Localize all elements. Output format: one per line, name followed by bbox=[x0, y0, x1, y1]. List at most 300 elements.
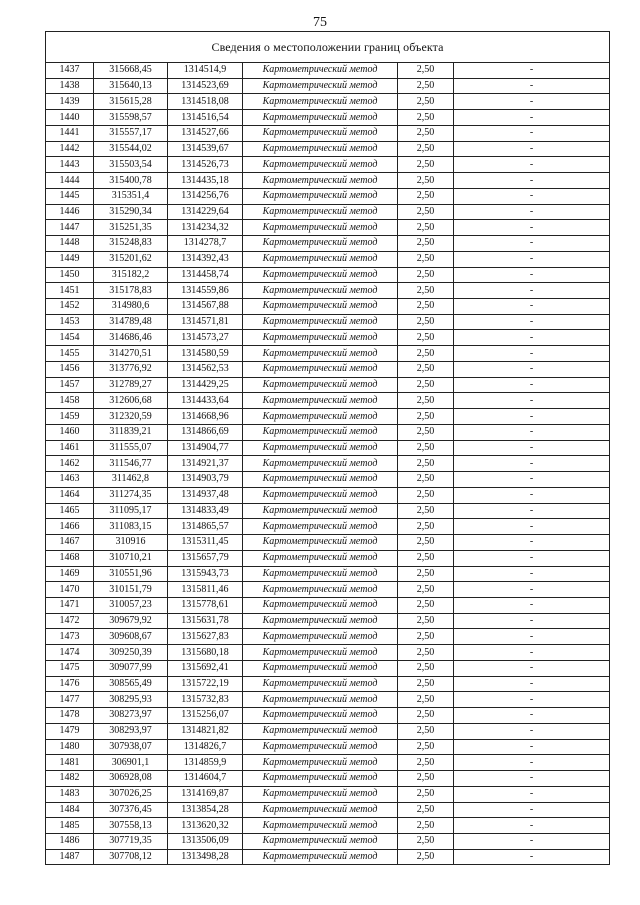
description-cell: - bbox=[454, 487, 610, 503]
table-row bbox=[46, 503, 610, 519]
point-number-cell: 1471 bbox=[46, 597, 94, 613]
x-coordinate-cell: 307376,45 bbox=[94, 802, 168, 818]
point-number-cell: 1475 bbox=[46, 660, 94, 676]
y-coordinate-cell: 1314539,67 bbox=[168, 141, 243, 157]
x-coordinate-cell: 307708,12 bbox=[94, 849, 168, 865]
x-coordinate-cell: 307026,25 bbox=[94, 786, 168, 802]
description-cell: - bbox=[454, 424, 610, 440]
table-row bbox=[46, 110, 610, 126]
x-coordinate-cell: 310151,79 bbox=[94, 582, 168, 598]
method-cell: Картометрический метод bbox=[243, 692, 398, 708]
x-coordinate-cell: 310916 bbox=[94, 535, 168, 551]
y-coordinate-cell: 1314865,57 bbox=[168, 519, 243, 535]
description-cell: - bbox=[454, 157, 610, 173]
x-coordinate-cell: 309679,92 bbox=[94, 613, 168, 629]
x-coordinate-cell: 314980,6 bbox=[94, 299, 168, 315]
method-cell: Картометрический метод bbox=[243, 818, 398, 834]
table-row bbox=[46, 409, 610, 425]
table-row bbox=[46, 440, 610, 456]
method-cell: Картометрический метод bbox=[243, 550, 398, 566]
description-cell: - bbox=[454, 582, 610, 598]
y-coordinate-cell: 1314392,43 bbox=[168, 251, 243, 267]
y-coordinate-cell: 1314580,59 bbox=[168, 346, 243, 362]
x-coordinate-cell: 315668,45 bbox=[94, 63, 168, 79]
method-cell: Картометрический метод bbox=[243, 110, 398, 126]
x-coordinate-cell: 311274,35 bbox=[94, 487, 168, 503]
table-row bbox=[46, 786, 610, 802]
table-row bbox=[46, 188, 610, 204]
accuracy-cell: 2,50 bbox=[398, 346, 454, 362]
x-coordinate-cell: 315248,83 bbox=[94, 236, 168, 252]
table-row bbox=[46, 849, 610, 865]
point-number-cell: 1468 bbox=[46, 550, 94, 566]
method-cell: Картометрический метод bbox=[243, 409, 398, 425]
x-coordinate-cell: 309077,99 bbox=[94, 660, 168, 676]
table-row bbox=[46, 251, 610, 267]
point-number-cell: 1485 bbox=[46, 818, 94, 834]
accuracy-cell: 2,50 bbox=[398, 377, 454, 393]
x-coordinate-cell: 307558,13 bbox=[94, 818, 168, 834]
description-cell: - bbox=[454, 771, 610, 787]
description-cell: - bbox=[454, 110, 610, 126]
point-number-cell: 1476 bbox=[46, 676, 94, 692]
point-number-cell: 1452 bbox=[46, 299, 94, 315]
table-row bbox=[46, 393, 610, 409]
method-cell: Картометрический метод bbox=[243, 283, 398, 299]
method-cell: Картометрический метод bbox=[243, 220, 398, 236]
y-coordinate-cell: 1314433,64 bbox=[168, 393, 243, 409]
table-row bbox=[46, 346, 610, 362]
accuracy-cell: 2,50 bbox=[398, 440, 454, 456]
point-number-cell: 1446 bbox=[46, 204, 94, 220]
accuracy-cell: 2,50 bbox=[398, 472, 454, 488]
table-row bbox=[46, 283, 610, 299]
method-cell: Картометрический метод bbox=[243, 487, 398, 503]
table-row bbox=[46, 204, 610, 220]
point-number-cell: 1437 bbox=[46, 63, 94, 79]
table-row bbox=[46, 739, 610, 755]
description-cell: - bbox=[454, 204, 610, 220]
accuracy-cell: 2,50 bbox=[398, 723, 454, 739]
table-row bbox=[46, 299, 610, 315]
method-cell: Картометрический метод bbox=[243, 597, 398, 613]
table-row bbox=[46, 645, 610, 661]
point-number-cell: 1438 bbox=[46, 78, 94, 94]
x-coordinate-cell: 309608,67 bbox=[94, 629, 168, 645]
point-number-cell: 1460 bbox=[46, 424, 94, 440]
y-coordinate-cell: 1314937,48 bbox=[168, 487, 243, 503]
point-number-cell: 1442 bbox=[46, 141, 94, 157]
x-coordinate-cell: 308293,97 bbox=[94, 723, 168, 739]
method-cell: Картометрический метод bbox=[243, 629, 398, 645]
point-number-cell: 1455 bbox=[46, 346, 94, 362]
method-cell: Картометрический метод bbox=[243, 503, 398, 519]
x-coordinate-cell: 314270,51 bbox=[94, 346, 168, 362]
table-row bbox=[46, 629, 610, 645]
accuracy-cell: 2,50 bbox=[398, 188, 454, 204]
description-cell: - bbox=[454, 220, 610, 236]
description-cell: - bbox=[454, 173, 610, 189]
point-number-cell: 1463 bbox=[46, 472, 94, 488]
table-row bbox=[46, 157, 610, 173]
description-cell: - bbox=[454, 645, 610, 661]
x-coordinate-cell: 315544,02 bbox=[94, 141, 168, 157]
description-cell: - bbox=[454, 566, 610, 582]
table-row bbox=[46, 708, 610, 724]
y-coordinate-cell: 1314526,73 bbox=[168, 157, 243, 173]
method-cell: Картометрический метод bbox=[243, 708, 398, 724]
description-cell: - bbox=[454, 723, 610, 739]
method-cell: Картометрический метод bbox=[243, 613, 398, 629]
table-row bbox=[46, 314, 610, 330]
accuracy-cell: 2,50 bbox=[398, 645, 454, 661]
description-cell: - bbox=[454, 236, 610, 252]
accuracy-cell: 2,50 bbox=[398, 503, 454, 519]
table-row bbox=[46, 535, 610, 551]
description-cell: - bbox=[454, 188, 610, 204]
y-coordinate-cell: 1314833,49 bbox=[168, 503, 243, 519]
y-coordinate-cell: 1315722,19 bbox=[168, 676, 243, 692]
method-cell: Картометрический метод bbox=[243, 771, 398, 787]
table-row bbox=[46, 566, 610, 582]
accuracy-cell: 2,50 bbox=[398, 802, 454, 818]
accuracy-cell: 2,50 bbox=[398, 739, 454, 755]
y-coordinate-cell: 1315732,83 bbox=[168, 692, 243, 708]
y-coordinate-cell: 1314458,74 bbox=[168, 267, 243, 283]
method-cell: Картометрический метод bbox=[243, 472, 398, 488]
method-cell: Картометрический метод bbox=[243, 660, 398, 676]
table-row bbox=[46, 173, 610, 189]
accuracy-cell: 2,50 bbox=[398, 63, 454, 79]
x-coordinate-cell: 315201,62 bbox=[94, 251, 168, 267]
method-cell: Картометрический метод bbox=[243, 314, 398, 330]
x-coordinate-cell: 315503,54 bbox=[94, 157, 168, 173]
y-coordinate-cell: 1315811,46 bbox=[168, 582, 243, 598]
accuracy-cell: 2,50 bbox=[398, 629, 454, 645]
table-title: Сведения о местоположении границ объекта bbox=[46, 32, 610, 63]
table-row bbox=[46, 582, 610, 598]
x-coordinate-cell: 306928,08 bbox=[94, 771, 168, 787]
point-number-cell: 1462 bbox=[46, 456, 94, 472]
point-number-cell: 1439 bbox=[46, 94, 94, 110]
method-cell: Картометрический метод bbox=[243, 645, 398, 661]
table-row bbox=[46, 487, 610, 503]
table-row bbox=[46, 755, 610, 771]
y-coordinate-cell: 1315657,79 bbox=[168, 550, 243, 566]
table-row bbox=[46, 220, 610, 236]
accuracy-cell: 2,50 bbox=[398, 409, 454, 425]
method-cell: Картометрический метод bbox=[243, 456, 398, 472]
description-cell: - bbox=[454, 267, 610, 283]
x-coordinate-cell: 311839,21 bbox=[94, 424, 168, 440]
y-coordinate-cell: 1314435,18 bbox=[168, 173, 243, 189]
point-number-cell: 1447 bbox=[46, 220, 94, 236]
y-coordinate-cell: 1314668,96 bbox=[168, 409, 243, 425]
accuracy-cell: 2,50 bbox=[398, 204, 454, 220]
y-coordinate-cell: 1315692,41 bbox=[168, 660, 243, 676]
y-coordinate-cell: 1314523,69 bbox=[168, 78, 243, 94]
table-row bbox=[46, 802, 610, 818]
y-coordinate-cell: 1315778,61 bbox=[168, 597, 243, 613]
x-coordinate-cell: 315640,13 bbox=[94, 78, 168, 94]
y-coordinate-cell: 1314518,08 bbox=[168, 94, 243, 110]
accuracy-cell: 2,50 bbox=[398, 236, 454, 252]
y-coordinate-cell: 1313506,09 bbox=[168, 833, 243, 849]
method-cell: Картометрический метод bbox=[243, 582, 398, 598]
x-coordinate-cell: 314789,48 bbox=[94, 314, 168, 330]
accuracy-cell: 2,50 bbox=[398, 94, 454, 110]
accuracy-cell: 2,50 bbox=[398, 251, 454, 267]
x-coordinate-cell: 310710,21 bbox=[94, 550, 168, 566]
accuracy-cell: 2,50 bbox=[398, 550, 454, 566]
table-row bbox=[46, 267, 610, 283]
point-number-cell: 1466 bbox=[46, 519, 94, 535]
description-cell: - bbox=[454, 314, 610, 330]
y-coordinate-cell: 1314866,69 bbox=[168, 424, 243, 440]
description-cell: - bbox=[454, 597, 610, 613]
boundary-coordinates-table bbox=[45, 31, 610, 865]
x-coordinate-cell: 312320,59 bbox=[94, 409, 168, 425]
table-row bbox=[46, 723, 610, 739]
x-coordinate-cell: 308565,49 bbox=[94, 676, 168, 692]
y-coordinate-cell: 1314429,25 bbox=[168, 377, 243, 393]
accuracy-cell: 2,50 bbox=[398, 424, 454, 440]
point-number-cell: 1467 bbox=[46, 535, 94, 551]
description-cell: - bbox=[454, 786, 610, 802]
y-coordinate-cell: 1314562,53 bbox=[168, 361, 243, 377]
method-cell: Картометрический метод bbox=[243, 204, 398, 220]
point-number-cell: 1464 bbox=[46, 487, 94, 503]
method-cell: Картометрический метод bbox=[243, 833, 398, 849]
accuracy-cell: 2,50 bbox=[398, 597, 454, 613]
y-coordinate-cell: 1314234,32 bbox=[168, 220, 243, 236]
y-coordinate-cell: 1314516,54 bbox=[168, 110, 243, 126]
description-cell: - bbox=[454, 833, 610, 849]
point-number-cell: 1456 bbox=[46, 361, 94, 377]
y-coordinate-cell: 1314256,76 bbox=[168, 188, 243, 204]
y-coordinate-cell: 1314567,88 bbox=[168, 299, 243, 315]
accuracy-cell: 2,50 bbox=[398, 314, 454, 330]
accuracy-cell: 2,50 bbox=[398, 519, 454, 535]
table-row bbox=[46, 550, 610, 566]
method-cell: Картометрический метод bbox=[243, 739, 398, 755]
description-cell: - bbox=[454, 755, 610, 771]
point-number-cell: 1445 bbox=[46, 188, 94, 204]
method-cell: Картометрический метод bbox=[243, 755, 398, 771]
x-coordinate-cell: 309250,39 bbox=[94, 645, 168, 661]
method-cell: Картометрический метод bbox=[243, 849, 398, 865]
method-cell: Картометрический метод bbox=[243, 251, 398, 267]
accuracy-cell: 2,50 bbox=[398, 676, 454, 692]
x-coordinate-cell: 311546,77 bbox=[94, 456, 168, 472]
x-coordinate-cell: 310551,96 bbox=[94, 566, 168, 582]
accuracy-cell: 2,50 bbox=[398, 157, 454, 173]
accuracy-cell: 2,50 bbox=[398, 78, 454, 94]
table-row bbox=[46, 63, 610, 79]
x-coordinate-cell: 312606,68 bbox=[94, 393, 168, 409]
point-number-cell: 1461 bbox=[46, 440, 94, 456]
point-number-cell: 1449 bbox=[46, 251, 94, 267]
page-number: 75 bbox=[313, 15, 327, 30]
table-row bbox=[46, 377, 610, 393]
y-coordinate-cell: 1314527,66 bbox=[168, 125, 243, 141]
method-cell: Картометрический метод bbox=[243, 125, 398, 141]
x-coordinate-cell: 315178,83 bbox=[94, 283, 168, 299]
table-title-row bbox=[46, 32, 610, 63]
method-cell: Картометрический метод bbox=[243, 519, 398, 535]
point-number-cell: 1448 bbox=[46, 236, 94, 252]
y-coordinate-cell: 1314859,9 bbox=[168, 755, 243, 771]
accuracy-cell: 2,50 bbox=[398, 173, 454, 189]
y-coordinate-cell: 1314278,7 bbox=[168, 236, 243, 252]
x-coordinate-cell: 308273,97 bbox=[94, 708, 168, 724]
accuracy-cell: 2,50 bbox=[398, 771, 454, 787]
description-cell: - bbox=[454, 94, 610, 110]
method-cell: Картометрический метод bbox=[243, 346, 398, 362]
accuracy-cell: 2,50 bbox=[398, 535, 454, 551]
table-row bbox=[46, 597, 610, 613]
method-cell: Картометрический метод bbox=[243, 566, 398, 582]
x-coordinate-cell: 315615,28 bbox=[94, 94, 168, 110]
point-number-cell: 1483 bbox=[46, 786, 94, 802]
table-row bbox=[46, 771, 610, 787]
point-number-cell: 1457 bbox=[46, 377, 94, 393]
method-cell: Картометрический метод bbox=[243, 267, 398, 283]
table-row bbox=[46, 424, 610, 440]
point-number-cell: 1478 bbox=[46, 708, 94, 724]
description-cell: - bbox=[454, 409, 610, 425]
point-number-cell: 1481 bbox=[46, 755, 94, 771]
description-cell: - bbox=[454, 440, 610, 456]
table-row bbox=[46, 456, 610, 472]
table-row bbox=[46, 125, 610, 141]
description-cell: - bbox=[454, 361, 610, 377]
table-row bbox=[46, 141, 610, 157]
description-cell: - bbox=[454, 346, 610, 362]
accuracy-cell: 2,50 bbox=[398, 786, 454, 802]
table-row bbox=[46, 692, 610, 708]
description-cell: - bbox=[454, 550, 610, 566]
method-cell: Картометрический метод bbox=[243, 676, 398, 692]
table-row bbox=[46, 676, 610, 692]
method-cell: Картометрический метод bbox=[243, 424, 398, 440]
method-cell: Картометрический метод bbox=[243, 299, 398, 315]
y-coordinate-cell: 1314921,37 bbox=[168, 456, 243, 472]
description-cell: - bbox=[454, 818, 610, 834]
point-number-cell: 1470 bbox=[46, 582, 94, 598]
accuracy-cell: 2,50 bbox=[398, 393, 454, 409]
point-number-cell: 1450 bbox=[46, 267, 94, 283]
point-number-cell: 1487 bbox=[46, 849, 94, 865]
point-number-cell: 1458 bbox=[46, 393, 94, 409]
point-number-cell: 1451 bbox=[46, 283, 94, 299]
accuracy-cell: 2,50 bbox=[398, 267, 454, 283]
x-coordinate-cell: 314686,46 bbox=[94, 330, 168, 346]
point-number-cell: 1486 bbox=[46, 833, 94, 849]
point-number-cell: 1440 bbox=[46, 110, 94, 126]
accuracy-cell: 2,50 bbox=[398, 487, 454, 503]
y-coordinate-cell: 1314229,64 bbox=[168, 204, 243, 220]
method-cell: Картометрический метод bbox=[243, 330, 398, 346]
x-coordinate-cell: 315400,78 bbox=[94, 173, 168, 189]
method-cell: Картометрический метод bbox=[243, 802, 398, 818]
method-cell: Картометрический метод bbox=[243, 157, 398, 173]
y-coordinate-cell: 1314559,86 bbox=[168, 283, 243, 299]
description-cell: - bbox=[454, 692, 610, 708]
x-coordinate-cell: 312789,27 bbox=[94, 377, 168, 393]
description-cell: - bbox=[454, 535, 610, 551]
y-coordinate-cell: 1315256,07 bbox=[168, 708, 243, 724]
accuracy-cell: 2,50 bbox=[398, 283, 454, 299]
point-number-cell: 1482 bbox=[46, 771, 94, 787]
x-coordinate-cell: 315182,2 bbox=[94, 267, 168, 283]
y-coordinate-cell: 1315943,73 bbox=[168, 566, 243, 582]
accuracy-cell: 2,50 bbox=[398, 361, 454, 377]
x-coordinate-cell: 307719,35 bbox=[94, 833, 168, 849]
description-cell: - bbox=[454, 849, 610, 865]
method-cell: Картометрический метод bbox=[243, 723, 398, 739]
method-cell: Картометрический метод bbox=[243, 236, 398, 252]
accuracy-cell: 2,50 bbox=[398, 708, 454, 724]
point-number-cell: 1453 bbox=[46, 314, 94, 330]
accuracy-cell: 2,50 bbox=[398, 456, 454, 472]
y-coordinate-cell: 1314169,87 bbox=[168, 786, 243, 802]
accuracy-cell: 2,50 bbox=[398, 692, 454, 708]
table-row bbox=[46, 78, 610, 94]
point-number-cell: 1469 bbox=[46, 566, 94, 582]
x-coordinate-cell: 315598,57 bbox=[94, 110, 168, 126]
accuracy-cell: 2,50 bbox=[398, 582, 454, 598]
y-coordinate-cell: 1314571,81 bbox=[168, 314, 243, 330]
accuracy-cell: 2,50 bbox=[398, 330, 454, 346]
description-cell: - bbox=[454, 78, 610, 94]
accuracy-cell: 2,50 bbox=[398, 849, 454, 865]
table-row bbox=[46, 361, 610, 377]
x-coordinate-cell: 313776,92 bbox=[94, 361, 168, 377]
description-cell: - bbox=[454, 63, 610, 79]
method-cell: Картометрический метод bbox=[243, 63, 398, 79]
description-cell: - bbox=[454, 377, 610, 393]
description-cell: - bbox=[454, 708, 610, 724]
y-coordinate-cell: 1313620,32 bbox=[168, 818, 243, 834]
table-row bbox=[46, 660, 610, 676]
point-number-cell: 1465 bbox=[46, 503, 94, 519]
description-cell: - bbox=[454, 613, 610, 629]
x-coordinate-cell: 307938,07 bbox=[94, 739, 168, 755]
point-number-cell: 1441 bbox=[46, 125, 94, 141]
accuracy-cell: 2,50 bbox=[398, 566, 454, 582]
y-coordinate-cell: 1314573,27 bbox=[168, 330, 243, 346]
x-coordinate-cell: 315351,4 bbox=[94, 188, 168, 204]
accuracy-cell: 2,50 bbox=[398, 833, 454, 849]
accuracy-cell: 2,50 bbox=[398, 818, 454, 834]
y-coordinate-cell: 1315311,45 bbox=[168, 535, 243, 551]
table-row bbox=[46, 818, 610, 834]
x-coordinate-cell: 308295,93 bbox=[94, 692, 168, 708]
description-cell: - bbox=[454, 739, 610, 755]
accuracy-cell: 2,50 bbox=[398, 755, 454, 771]
method-cell: Картометрический метод bbox=[243, 94, 398, 110]
x-coordinate-cell: 315290,34 bbox=[94, 204, 168, 220]
method-cell: Картометрический метод bbox=[243, 188, 398, 204]
description-cell: - bbox=[454, 472, 610, 488]
method-cell: Картометрический метод bbox=[243, 440, 398, 456]
accuracy-cell: 2,50 bbox=[398, 613, 454, 629]
point-number-cell: 1473 bbox=[46, 629, 94, 645]
description-cell: - bbox=[454, 629, 610, 645]
table-row bbox=[46, 94, 610, 110]
y-coordinate-cell: 1314903,79 bbox=[168, 472, 243, 488]
